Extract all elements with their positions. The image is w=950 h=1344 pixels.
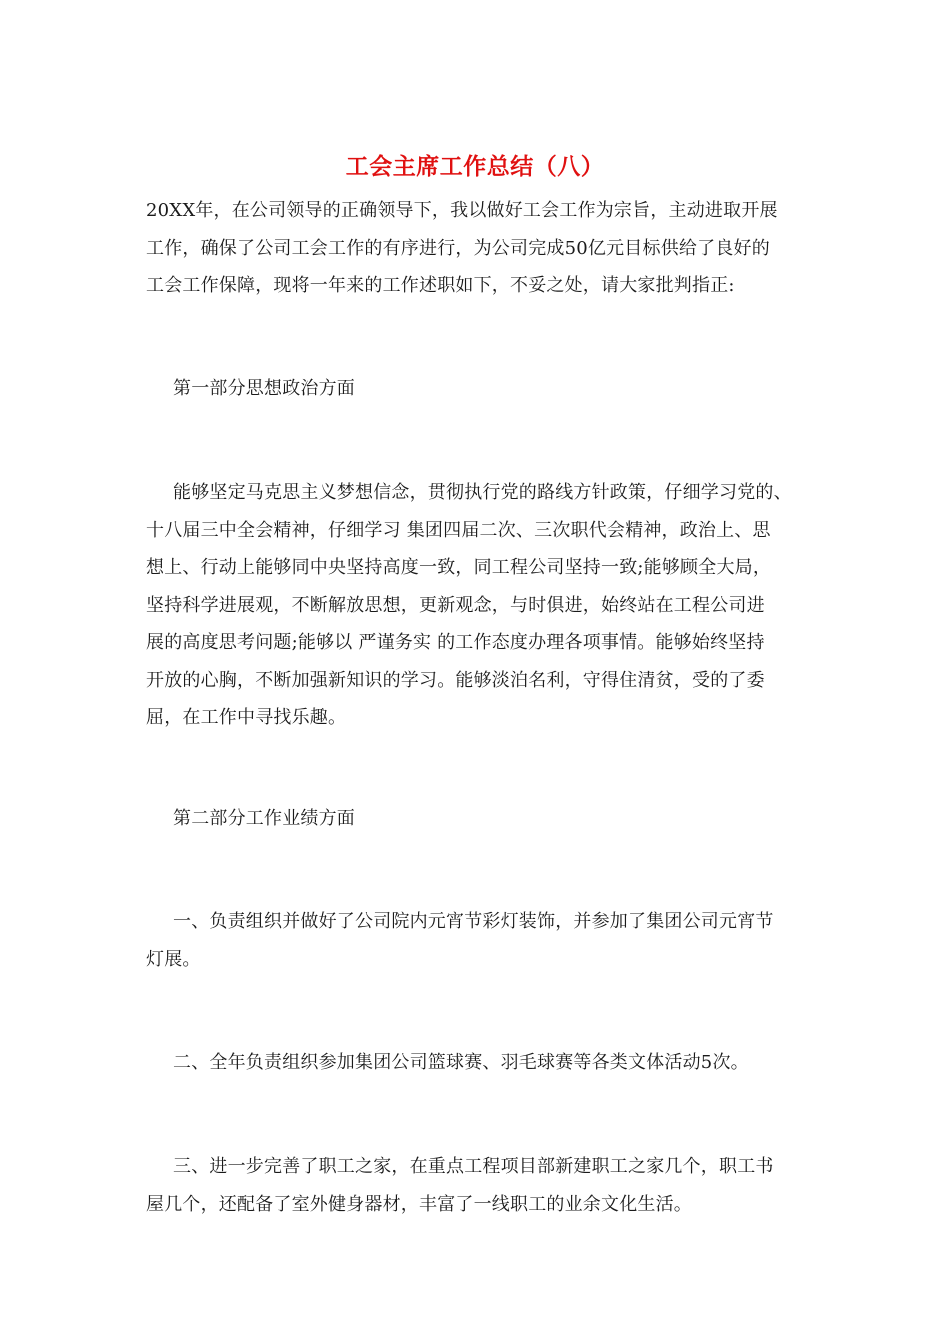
intro-line: 20XX年，在公司领导的正确领导下，我以做好工会工作为宗旨，主动进取开展 [146, 200, 778, 221]
section1-line: 十八届三中全会精神，仔细学习 集团四届二次、三次职代会精神，政治上、思 [146, 519, 771, 541]
section1-line: 坚持科学进展观，不断解放思想，更新观念，与时俱进，始终站在工程公司进 [146, 594, 765, 616]
item3-paragraph [146, 1148, 810, 1223]
item1-line: 灯展。 [146, 948, 201, 970]
item3-line: 屋几个，还配备了室外健身器材，丰富了一线职工的业余文化生活。 [146, 1193, 692, 1215]
section1-line: 屈，在工作中寻找乐趣。 [146, 707, 347, 728]
section1-line: 展的高度思考问题;能够以 严谨务实 的工作态度办理各项事情。能够始终坚持 [146, 632, 765, 653]
section1-line: 开放的心胸，不断加强新知识的学习。能够淡泊名利，守得住清贫，受的了委 [146, 669, 765, 691]
intro-paragraph [146, 192, 810, 305]
section1-line: 能够坚定马克思主义梦想信念，贯彻执行党的路线方针政策，仔细学习党的、 [173, 482, 792, 503]
intro-line: 工作，确保了公司工会工作的有序进行，为公司完成50亿元目标供给了良好的 [146, 237, 770, 259]
item1-paragraph [146, 903, 810, 978]
item1-line: 一、负责组织并做好了公司院内元宵节彩灯装饰，并参加了集团公司元宵节 [173, 911, 774, 932]
section1-paragraph [146, 474, 810, 737]
section1-line: 想上、行动上能够同中央坚持高度一致，同工程公司坚持一致;能够顾全大局， [146, 557, 772, 578]
intro-line: 工会工作保障，现将一年来的工作述职如下，不妥之处，请大家批判指正: [146, 275, 735, 296]
section1-heading: 第一部分思想政治方面 [173, 378, 355, 399]
section2-heading: 第二部分工作业绩方面 [173, 808, 355, 829]
item2-line: 二、全年负责组织参加集团公司篮球赛、羽毛球赛等各类文体活动5次。 [173, 1052, 749, 1073]
item2-paragraph [146, 1044, 810, 1082]
document-title: 工会主席工作总结（八） [345, 153, 605, 180]
item3-line: 三、进一步完善了职工之家，在重点工程项目部新建职工之家几个，职工书 [173, 1156, 774, 1177]
